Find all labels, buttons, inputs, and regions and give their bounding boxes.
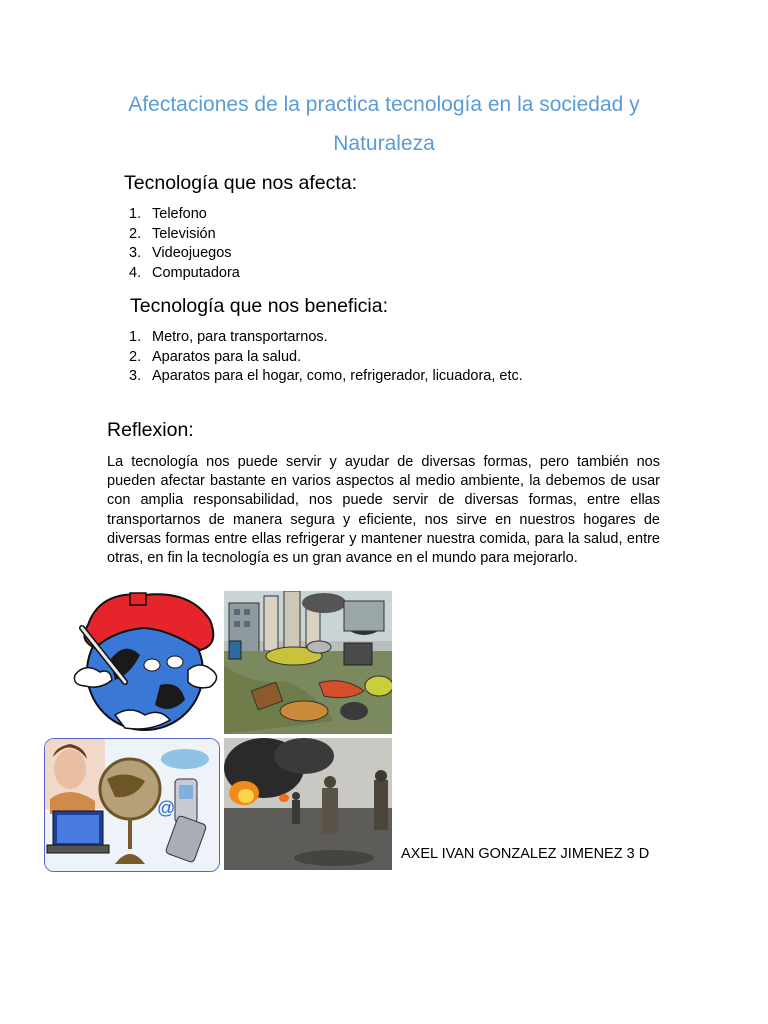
list-text: Videojuegos bbox=[152, 245, 232, 261]
list-number: 2. bbox=[129, 225, 142, 242]
document-title-line1: Afectaciones de la practica tecnología en la sociedad y bbox=[128, 93, 640, 116]
list-text: Aparatos para el hogar, como, refrigerador, licuadora, etc. bbox=[152, 368, 523, 384]
svg-text:@: @ bbox=[157, 798, 176, 818]
list-number: 3. bbox=[129, 368, 142, 384]
benefits-list bbox=[129, 328, 649, 387]
list-number: 4. bbox=[129, 264, 142, 281]
list-number: 1. bbox=[129, 206, 142, 222]
document-title-line2: Naturaleza bbox=[333, 132, 435, 155]
affects-heading: Tecnología que nos afecta: bbox=[124, 172, 358, 194]
list-item bbox=[129, 264, 529, 284]
list-text: Metro, para transportarnos. bbox=[152, 329, 328, 345]
sick-earth-cartoon-icon bbox=[70, 590, 220, 735]
oil-fire-soldiers-photo-icon bbox=[224, 738, 392, 870]
list-text: Aparatos para la salud. bbox=[152, 348, 302, 365]
list-item bbox=[129, 225, 529, 245]
list-text: Telefono bbox=[152, 206, 207, 222]
list-item bbox=[129, 205, 529, 225]
list-item bbox=[129, 328, 649, 348]
list-text: Televisión bbox=[152, 225, 216, 242]
list-number: 2. bbox=[129, 348, 142, 365]
reflection-heading: Reflexion: bbox=[107, 419, 194, 441]
polluted-city-illustration-icon bbox=[224, 591, 392, 734]
reflection-paragraph: La tecnología nos puede servir y ayudar de diversas formas, pero también nos pueden afectar bastante en varios aspectos al medio ambiente, la debemos de usar con amplia responsabilidad, nos puede servir de diversas formas, entre ellas transportarnos de manera segura y eficiente, nos sirve en nuestros hogares de diversas formas entre ellas refrigerar y mantener nuestra comida, para la salud, entre otras, en fin la tecnología es un gran avance en el mundo para mejorarlo. bbox=[107, 454, 660, 567]
list-number: 3. bbox=[129, 245, 142, 261]
list-item bbox=[129, 348, 649, 368]
author-name: AXEL IVAN GONZALEZ JIMENEZ 3 D bbox=[401, 846, 650, 862]
affects-list bbox=[129, 205, 529, 283]
benefits-heading: Tecnología que nos beneficia: bbox=[130, 295, 389, 317]
list-number: 1. bbox=[129, 329, 142, 345]
list-item bbox=[129, 244, 529, 264]
list-item bbox=[129, 367, 649, 387]
list-text: Computadora bbox=[152, 264, 240, 281]
technology-collage-icon bbox=[44, 738, 220, 872]
